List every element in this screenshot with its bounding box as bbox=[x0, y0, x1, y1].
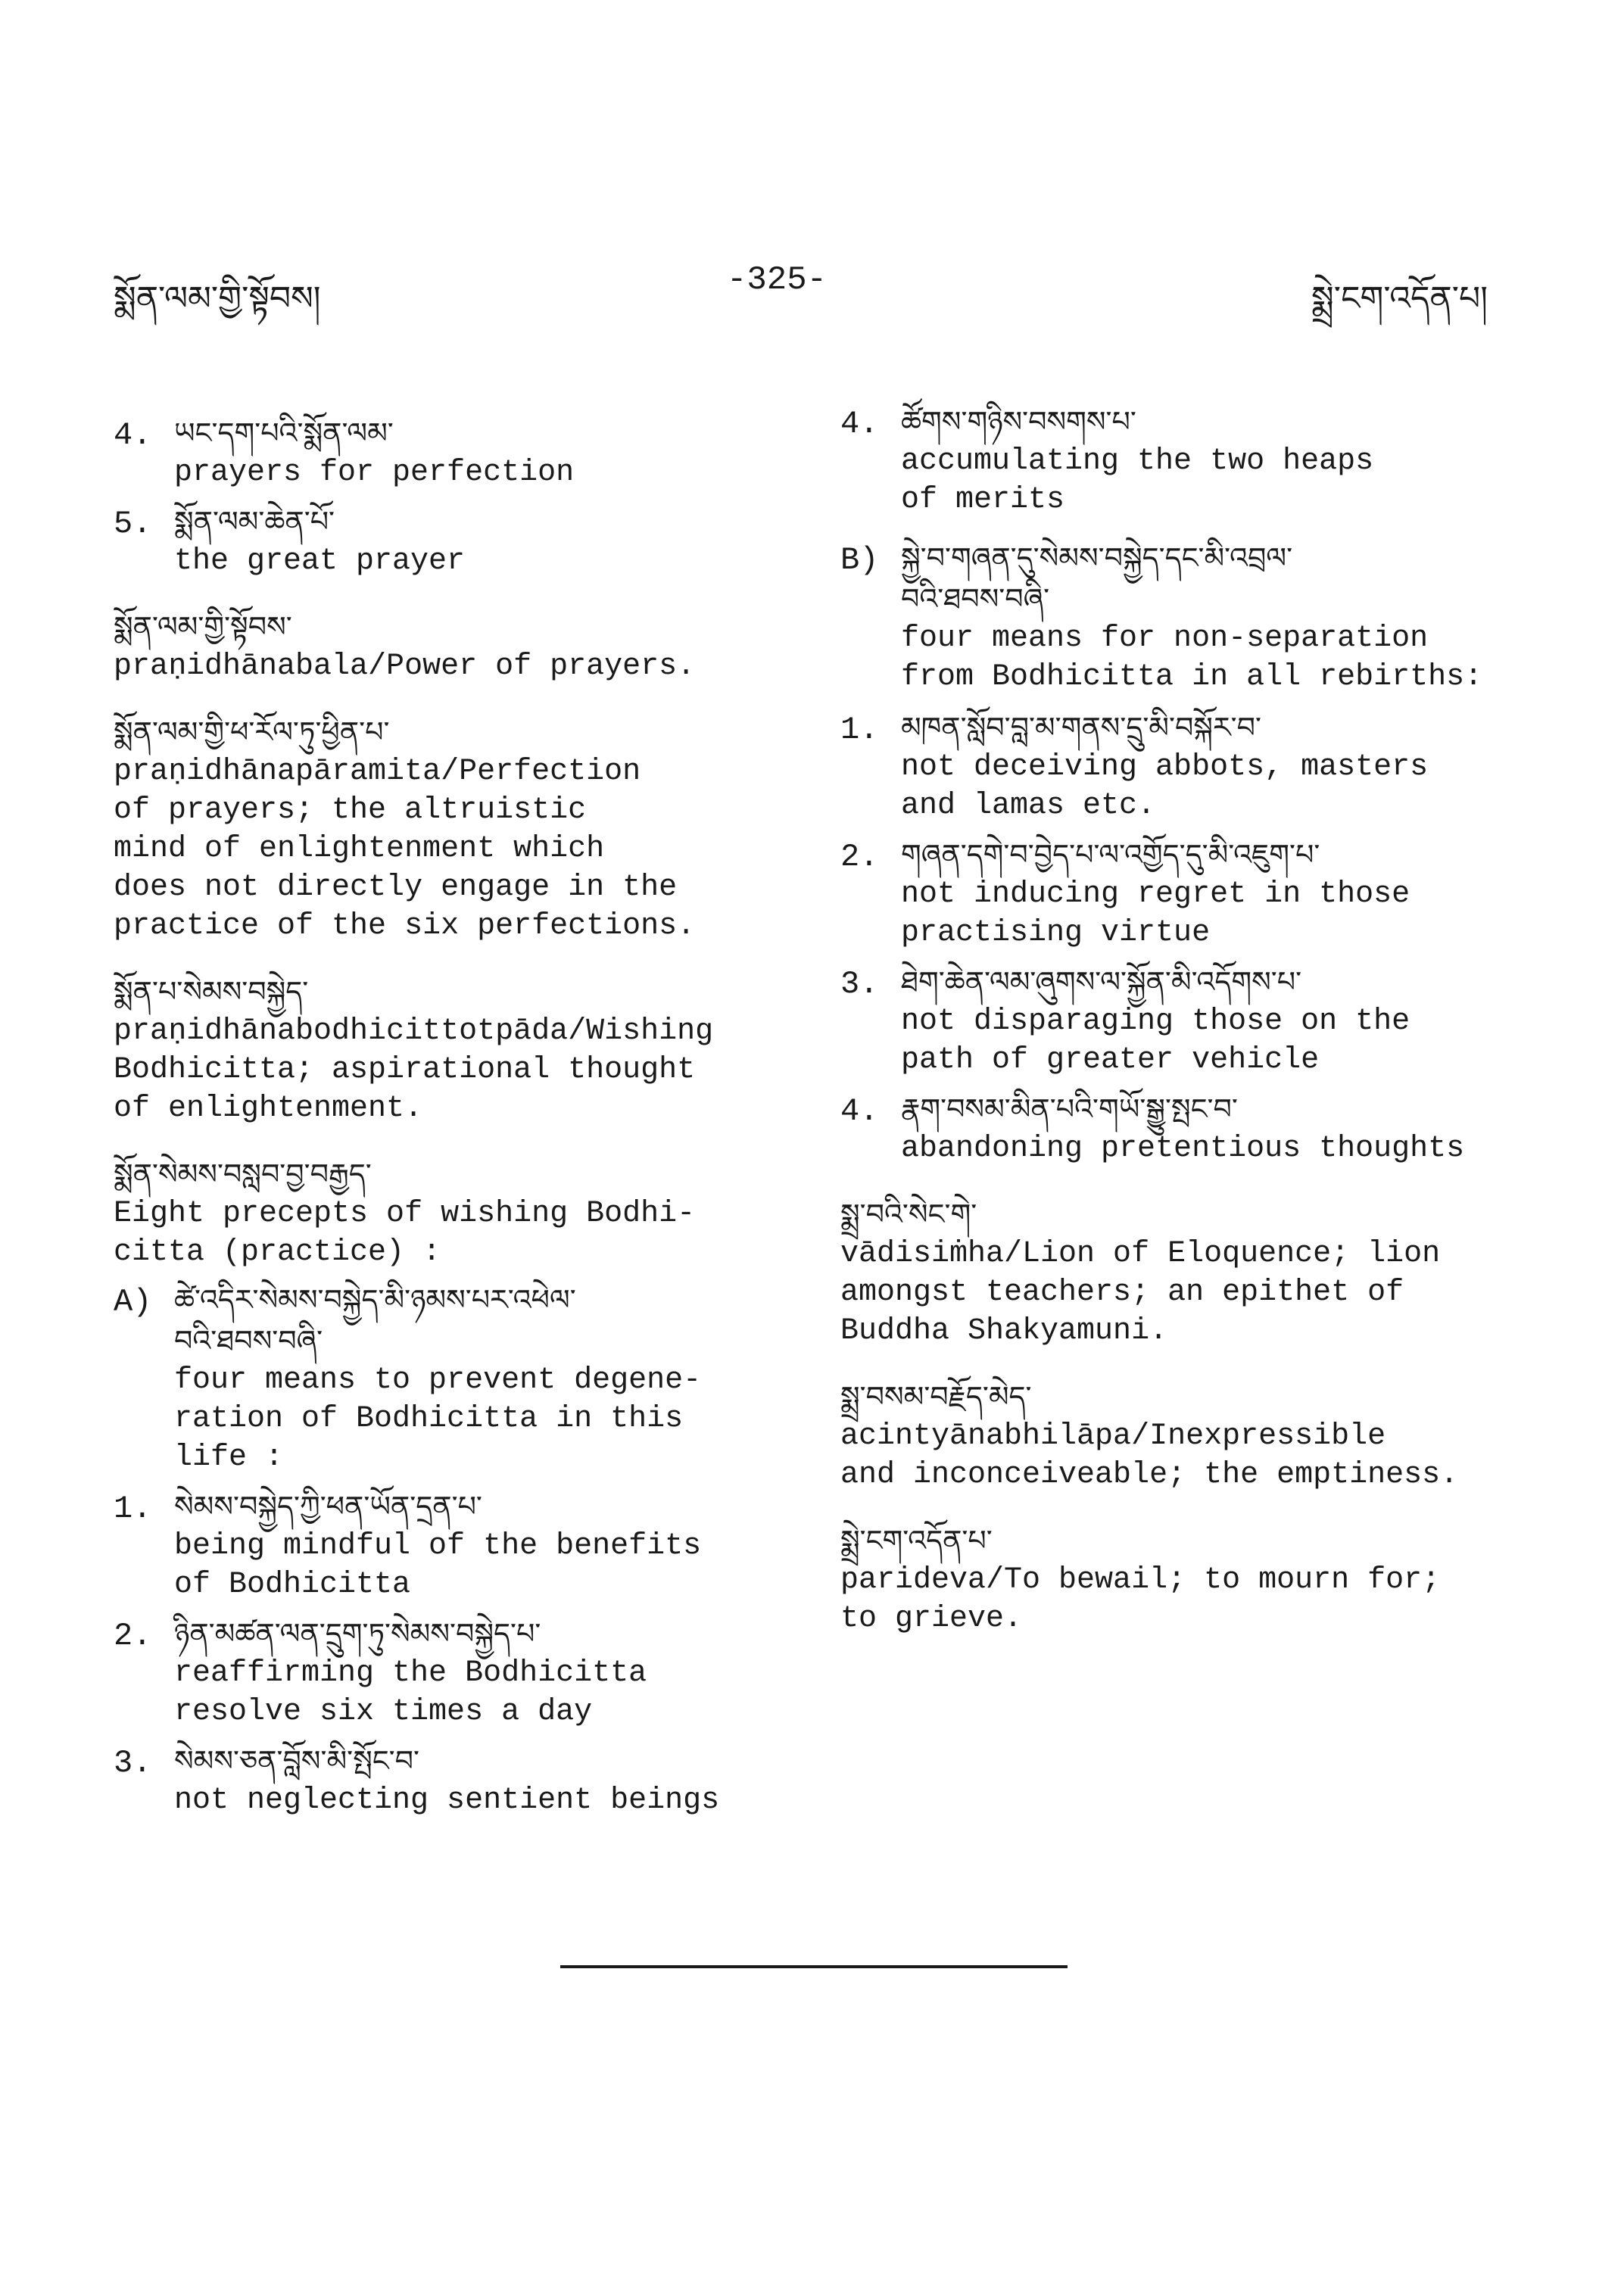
english-gloss: accumulating the two heaps of merits bbox=[901, 444, 1374, 517]
section-label: A) bbox=[114, 1284, 152, 1320]
tibetan-term: ཐེག་ཆེན་ལམ་ཞུགས་ལ་སྐྱོན་མི་འདོགས་པ་ bbox=[901, 965, 1302, 999]
section-gloss: four means for non-separation from Bodhicitta in all rebirths: bbox=[901, 622, 1483, 694]
tibetan-term: གཞན་དགེ་བ་བྱེད་པ་ལ་འགྱོད་དུ་མི་འཇུག་པ་ bbox=[901, 838, 1320, 871]
left-column bbox=[114, 413, 780, 1829]
tibetan-term: མཁན་སློབ་བླ་མ་གནས་དྲུ་མི་བསྐོར་བ་ bbox=[901, 711, 1261, 744]
dictionary-entry bbox=[114, 712, 780, 946]
list-item bbox=[114, 1740, 780, 1820]
section-tibetan: སྐྱེ་བ་གཞན་དུ་སེམས་བསྐྱེད་དང་མི་འབྲལ་ bbox=[901, 541, 1293, 575]
list-item bbox=[114, 501, 780, 581]
dictionary-entry bbox=[114, 971, 780, 1128]
list-item bbox=[114, 1486, 780, 1604]
headword-tibetan: སྨྲ་བསམ་བརྗོད་མེད་ bbox=[840, 1380, 1032, 1413]
english-gloss: not neglecting sentient beings bbox=[174, 1784, 720, 1818]
headword-tibetan: སྨོན་ལམ་གྱི་ཕ་རོལ་ཏུ་ཕྱིན་པ་ bbox=[114, 715, 390, 749]
list-item bbox=[840, 1089, 1522, 1168]
tibetan-term: སེམས་བསྐྱེད་ཀྱི་ཕན་ཡོན་དྲན་པ་ bbox=[174, 1490, 482, 1523]
end-rule bbox=[560, 1965, 1068, 1968]
tibetan-term: སྨོན་ལམ་ཆེན་པོ་ bbox=[174, 505, 335, 538]
english-gloss: not inducing regret in those practising virtue bbox=[901, 877, 1410, 950]
section-tibetan: ཚེ་འདིར་སེམས་བསྐྱེད་མི་ཉམས་པར་འཕེལ་ bbox=[174, 1283, 576, 1316]
right-column bbox=[840, 401, 1522, 1664]
list-item bbox=[840, 401, 1522, 519]
entry-definition: praṇidhānapāramita/Perfection of prayers; the altruistic mind of enlightenment which does not directly engage in the practice of the six perfections. bbox=[114, 755, 696, 943]
section-tibetan-cont: བའི་ཐབས་བཞི་ bbox=[901, 582, 1050, 615]
english-gloss: abandoning pretentious thoughts bbox=[901, 1132, 1465, 1166]
dictionary-entry bbox=[114, 606, 780, 686]
headword-tibetan: སྨོན་པ་སེམས་བསྐྱེད་ bbox=[114, 975, 309, 1008]
header-right-title: སྨྲེ་ངག་འདོན་པ། bbox=[1311, 279, 1488, 318]
section-b bbox=[840, 537, 1522, 696]
item-number: 3. bbox=[840, 966, 879, 1002]
dictionary-entry bbox=[840, 1194, 1522, 1351]
page-number: -325- bbox=[727, 261, 828, 299]
english-gloss: prayers for perfection bbox=[174, 456, 575, 490]
page-header bbox=[114, 261, 1510, 318]
headword-tibetan: སྨོན་སེམས་བསླབ་བྱ་བརྒྱད་ bbox=[114, 1157, 372, 1191]
section-label: B) bbox=[840, 542, 879, 578]
english-gloss: being mindful of the benefits of Bodhicitta bbox=[174, 1529, 702, 1602]
item-number: 1. bbox=[114, 1491, 152, 1527]
header-left-title: སྨོན་ལམ་གྱི་སྟོབས། bbox=[114, 279, 321, 318]
item-number: 1. bbox=[840, 712, 879, 748]
headword-tibetan: སྨྲེ་ངག་འདོན་པ་ bbox=[840, 1524, 993, 1557]
entry-definition: parideva/To bewail; to mourn for; to grieve. bbox=[840, 1563, 1441, 1636]
item-number: 2. bbox=[114, 1618, 152, 1654]
item-number: 5. bbox=[114, 506, 152, 542]
section-tibetan-cont: བའི་ཐབས་བཞི་ bbox=[174, 1324, 323, 1357]
english-gloss: the great prayer bbox=[174, 544, 466, 578]
tibetan-term: སེམས་ཅན་བློས་མི་སྤོང་བ་ bbox=[174, 1744, 419, 1777]
english-gloss: reaffirming the Bodhicitta resolve six times a day bbox=[174, 1656, 647, 1729]
section-gloss: four means to prevent degene- ration of Bodhicitta in this life : bbox=[174, 1363, 702, 1475]
section-a bbox=[114, 1279, 780, 1477]
english-gloss: not deceiving abbots, masters and lamas etc. bbox=[901, 750, 1429, 823]
entry-definition: praṇidhānabodhicittotpāda/Wishing Bodhicitta; aspirational thought of enlightenment. bbox=[114, 1014, 714, 1126]
item-number: 4. bbox=[840, 406, 879, 442]
list-item bbox=[840, 961, 1522, 1080]
dictionary-entry bbox=[840, 1520, 1522, 1638]
headword-tibetan: སྨྲ་བའི་སེང་གེ་ bbox=[840, 1198, 977, 1231]
item-number: 3. bbox=[114, 1745, 152, 1781]
tibetan-term: རྣག་བསམ་མིན་པའི་གཡོ་སྒྱུ་སྤང་བ་ bbox=[901, 1092, 1238, 1126]
list-item bbox=[114, 1613, 780, 1731]
entry-definition: Eight precepts of wishing Bodhi- citta (practice) : bbox=[114, 1197, 696, 1270]
item-number: 4. bbox=[114, 417, 152, 453]
list-item bbox=[840, 834, 1522, 952]
tibetan-term: ཡང་དག་པའི་སྨོན་ལམ་ bbox=[174, 416, 394, 450]
english-gloss: not disparaging those on the path of greater vehicle bbox=[901, 1005, 1410, 1077]
entry-definition: acintyānabhilāpa/Inexpressible and inconceiveable; the emptiness. bbox=[840, 1419, 1459, 1492]
list-item bbox=[114, 413, 780, 492]
entry-definition: praṇidhānabala/Power of prayers. bbox=[114, 650, 696, 684]
tibetan-term: ཚོགས་གཉིས་བསགས་པ་ bbox=[901, 405, 1136, 438]
headword-tibetan: སྨོན་ལམ་གྱི་སྟོབས་ bbox=[114, 610, 292, 643]
item-number: 4. bbox=[840, 1093, 879, 1129]
dictionary-entry bbox=[840, 1376, 1522, 1494]
dictionary-entry bbox=[114, 1154, 780, 1272]
item-number: 2. bbox=[840, 839, 879, 875]
tibetan-term: ཉིན་མཚན་ལན་དྲུག་ཏུ་སེམས་བསྐྱེད་པ་ bbox=[174, 1617, 541, 1650]
list-item bbox=[840, 707, 1522, 825]
entry-definition: vādisiṁha/Lion of Eloquence; lion amongst teachers; an epithet of Buddha Shakyamuni. bbox=[840, 1237, 1441, 1348]
